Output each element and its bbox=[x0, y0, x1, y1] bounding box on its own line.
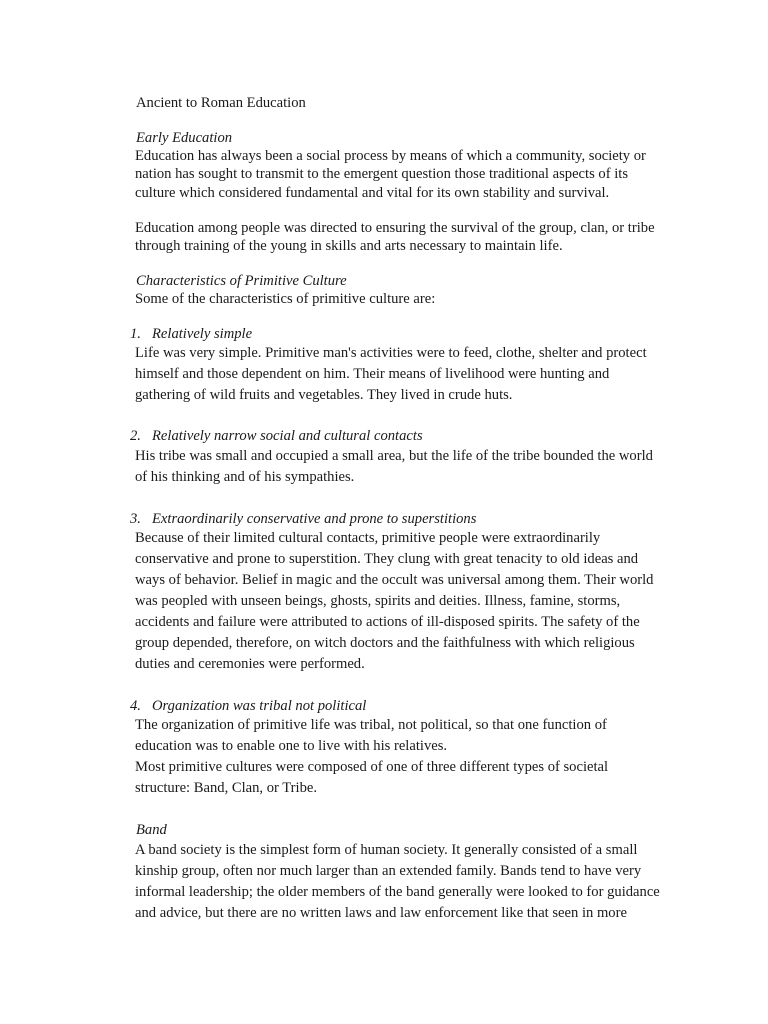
text-line: His tribe was small and occupied a small area, but the life of the tribe bounded the world bbox=[135, 448, 653, 464]
list-item-body-3 bbox=[135, 528, 665, 675]
text-line: accidents and failure were attributed to actions of ill-disposed spirits. The safety of the bbox=[135, 614, 640, 630]
characteristics-intro bbox=[135, 290, 665, 308]
list-item-body-4 bbox=[135, 715, 665, 799]
list-item-heading-2 bbox=[130, 427, 423, 445]
list-item-body-1 bbox=[135, 343, 665, 406]
document-title: Ancient to Roman Education bbox=[136, 95, 306, 111]
list-number: 4. bbox=[130, 698, 141, 714]
list-item-title: Organization was tribal not political bbox=[152, 698, 367, 714]
text-line: A band society is the simplest form of human society. It generally consisted of a small bbox=[135, 842, 638, 858]
list-number: 2. bbox=[130, 428, 141, 444]
list-item-heading-1 bbox=[130, 325, 252, 343]
text-line: was peopled with unseen beings, ghosts, spirits and deities. Illness, famine, storms, bbox=[135, 593, 621, 609]
text-line: Education has always been a social process by means of which a community, society or bbox=[135, 148, 646, 164]
text-line: of his thinking and of his sympathies. bbox=[135, 469, 355, 485]
text-line: Some of the characteristics of primitive culture are: bbox=[135, 291, 436, 307]
text-line: structure: Band, Clan, or Tribe. bbox=[135, 780, 318, 796]
list-item-title: Extraordinarily conservative and prone to superstitions bbox=[152, 511, 477, 527]
text-line: and advice, but there are no written laws and law enforcement like that seen in more bbox=[135, 905, 627, 921]
list-number: 3. bbox=[130, 511, 141, 527]
text-line: gathering of wild fruits and vegetables. They lived in crude huts. bbox=[135, 387, 513, 403]
list-item-title: Relatively simple bbox=[152, 326, 253, 342]
text-line: The organization of primitive life was tribal, not political, so that one function of bbox=[135, 717, 607, 733]
text-line: informal leadership; the older members of the band generally were looked to for guidance bbox=[135, 884, 660, 900]
list-item-heading-3 bbox=[130, 510, 476, 528]
text-line: Education among people was directed to ensuring the survival of the group, clan, or tribe bbox=[135, 220, 655, 236]
text-line: conservative and prone to superstition. They clung with great tenacity to old ideas and bbox=[135, 551, 639, 567]
text-line: ways of behavior. Belief in magic and the occult was universal among them. Their world bbox=[135, 572, 654, 588]
list-number: 1. bbox=[130, 326, 141, 342]
text-line: duties and ceremonies were performed. bbox=[135, 656, 365, 672]
list-item-body-2 bbox=[135, 446, 665, 488]
text-line: nation has sought to transmit to the emergent question those traditional aspects of its bbox=[135, 166, 628, 183]
paragraph-early-education-1 bbox=[135, 147, 665, 202]
list-item-title: Relatively narrow social and cultural contacts bbox=[152, 428, 423, 444]
section-heading-characteristics: Characteristics of Primitive Culture bbox=[136, 273, 347, 289]
text-line: Because of their limited cultural contacts, primitive people were extraordinarily bbox=[135, 530, 601, 546]
text-line: education was to enable one to live with his relatives. bbox=[135, 738, 448, 754]
section-heading-early-education: Early Education bbox=[136, 130, 233, 146]
list-item-heading-4 bbox=[130, 697, 366, 715]
text-line: himself and those dependent on him. Their means of livelihood were hunting and bbox=[135, 366, 610, 382]
paragraph-band bbox=[135, 840, 665, 924]
text-line: culture which considered fundamental and vital for its own stability and survival. bbox=[135, 184, 610, 201]
text-line: Most primitive cultures were composed of one of three different types of societal bbox=[135, 759, 609, 775]
text-line: group depended, therefore, on witch doctors and the faithfulness with which religious bbox=[135, 635, 635, 651]
text-line: Life was very simple. Primitive man's activities were to feed, clothe, shelter and protect bbox=[135, 345, 647, 361]
text-line: kinship group, often nor much larger than an extended family. Bands tend to have very bbox=[135, 863, 642, 879]
section-heading-band: Band bbox=[136, 822, 167, 838]
text-line: through training of the young in skills and arts necessary to maintain life. bbox=[135, 238, 563, 255]
paragraph-early-education-2 bbox=[135, 219, 665, 256]
